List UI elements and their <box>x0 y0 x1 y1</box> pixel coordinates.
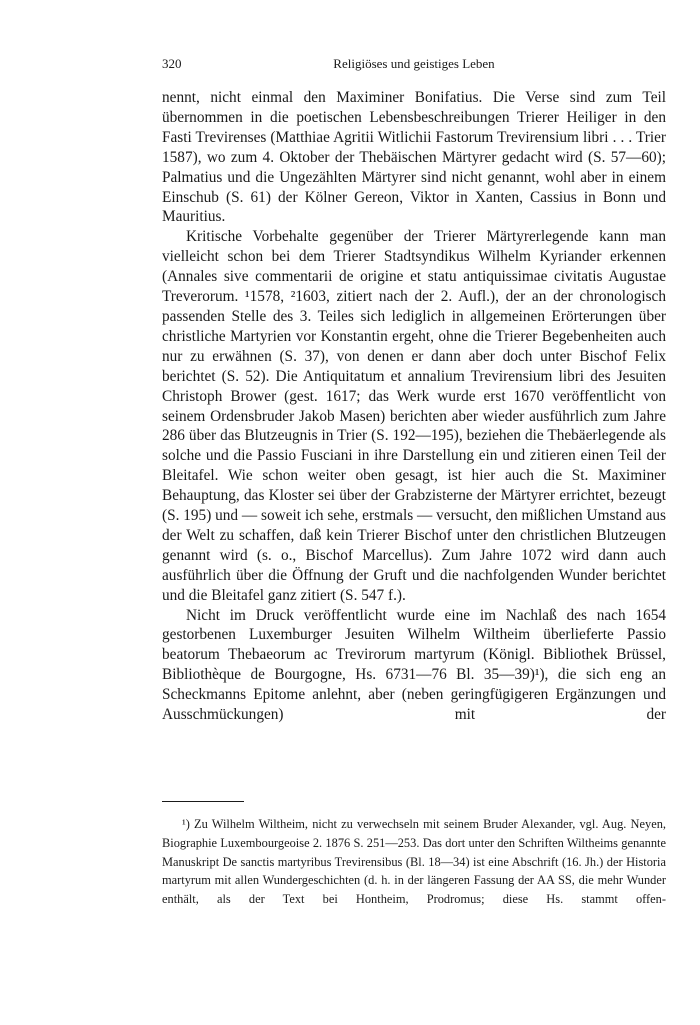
page-number: 320 <box>162 56 182 71</box>
page-header <box>162 56 666 74</box>
footnote: ¹) Zu Wilhelm Wiltheim, nicht zu verwechseln mit seinem Bruder Alexander, vgl. Aug. Neyen, Biographie Luxembourgeoise 2. 1876 S. 251—253. Das dort unter den Schriften Wiltheims genannte Manuskript De sanctis martyribus Trevirensibus (Bl. 18—34) ist eine Abschrift (16. Jh.) der Historia martyrum mit allen Wundergeschichten (d. h. in der längeren Fassung der AA SS, die mehr Wunder enthält, als der Text bei Hontheim, Prodromus; diese Hs. stammt offen- <box>162 817 666 907</box>
body-text <box>162 88 666 725</box>
footnote-separator <box>162 801 244 802</box>
running-head: Religiöses und geistiges Leben <box>333 56 495 71</box>
paragraph-wiltheim: Nicht im Druck veröffentlicht wurde eine im Nachlaß des nach 1654 gestorbenen Luxemburger Jesuiten Wilhelm Wiltheim überlieferte Passio beatorum Thebaeorum ac Trevirorum martyrum (Königl. Bibliothek Brüssel, Bibliothèque de Bourgogne, Hs. 6731—76 Bl. 35—39)¹), die sich eng an Scheckmanns Epitome anlehnt, aber (neben geringfügigeren Ergänzungen und Ausschmückungen) mit der <box>162 606 666 724</box>
paragraph-kyriander-brower: Kritische Vorbehalte gegenüber der Trierer Märtyrerlegende kann man vielleicht schon bei dem Trierer Stadtsyndikus Wilhelm Kyriander erkennen (Annales sive commentarii de origine et statu antiquissimae civitatis Augustae Treverorum. ¹1578, ²1603, zitiert nach der 2. Aufl.), der an der chronologisch passenden Stelle des 3. Teiles sich lediglich in allgemeinen Erörterungen über christliche Martyrien vor Konstantin ergeht, ohne die Trierer Begebenheiten auch nur zu erwähnen (S. 37), von denen er dann aber doch unter Bischof Felix berichtet (S. 52). Die Antiquitatum et annalium Trevirensium libri des Jesuiten Christoph Brower (gest. 1617; das Werk wurde erst 1670 veröffentlicht von seinem Ordensbruder Jakob Masen) berichten aber wieder ausführlich zum Jahre 286 über das Blutzeugnis in Trier (S. 192—195), beziehen die Thebäerlegende als solche und die Passio Fusciani in ihre Darstellung ein und zitieren einen Teil der Bleitafel. Wie schon weiter oben gesagt, ist hier auch die St. Maximiner Behauptung, das Kloster sei über der Grabzisterne der Märtyrer errichtet, bezeugt (S. 195) und — soweit ich sehe, erstmals — versucht, den mißlichen Umstand aus der Welt zu schaffen, daß kein Trierer Bischof unter den christlichen Blutzeugen genannt wird (s. o., Bischof Marcellus). Zum Jahre 1072 wird dann auch ausführlich über die Öffnung der Gruft und die nachfolgenden Wunder berichtet und die Bleitafel ganz zitiert (S. 547 f.). <box>162 228 666 604</box>
paragraph-continued: nennt, nicht einmal den Maximiner Bonifatius. Die Verse sind zum Teil übernommen in die poetischen Lebensbeschreibungen Trierer Heiliger in den Fasti Trevirenses (Matthiae Agritii Witlichii Fastorum Trevirensium libri . . . Trier 1587), wo zum 4. Oktober der Thebäischen Märtyrer gedacht wird (S. 57—60); Palmatius und die Ungezählten Märtyrer sind nicht genannt, wohl aber in einem Einschub (S. 61) der Kölner Gereon, Viktor in Xanten, Cassius in Bonn und Mauritius. <box>162 89 666 226</box>
